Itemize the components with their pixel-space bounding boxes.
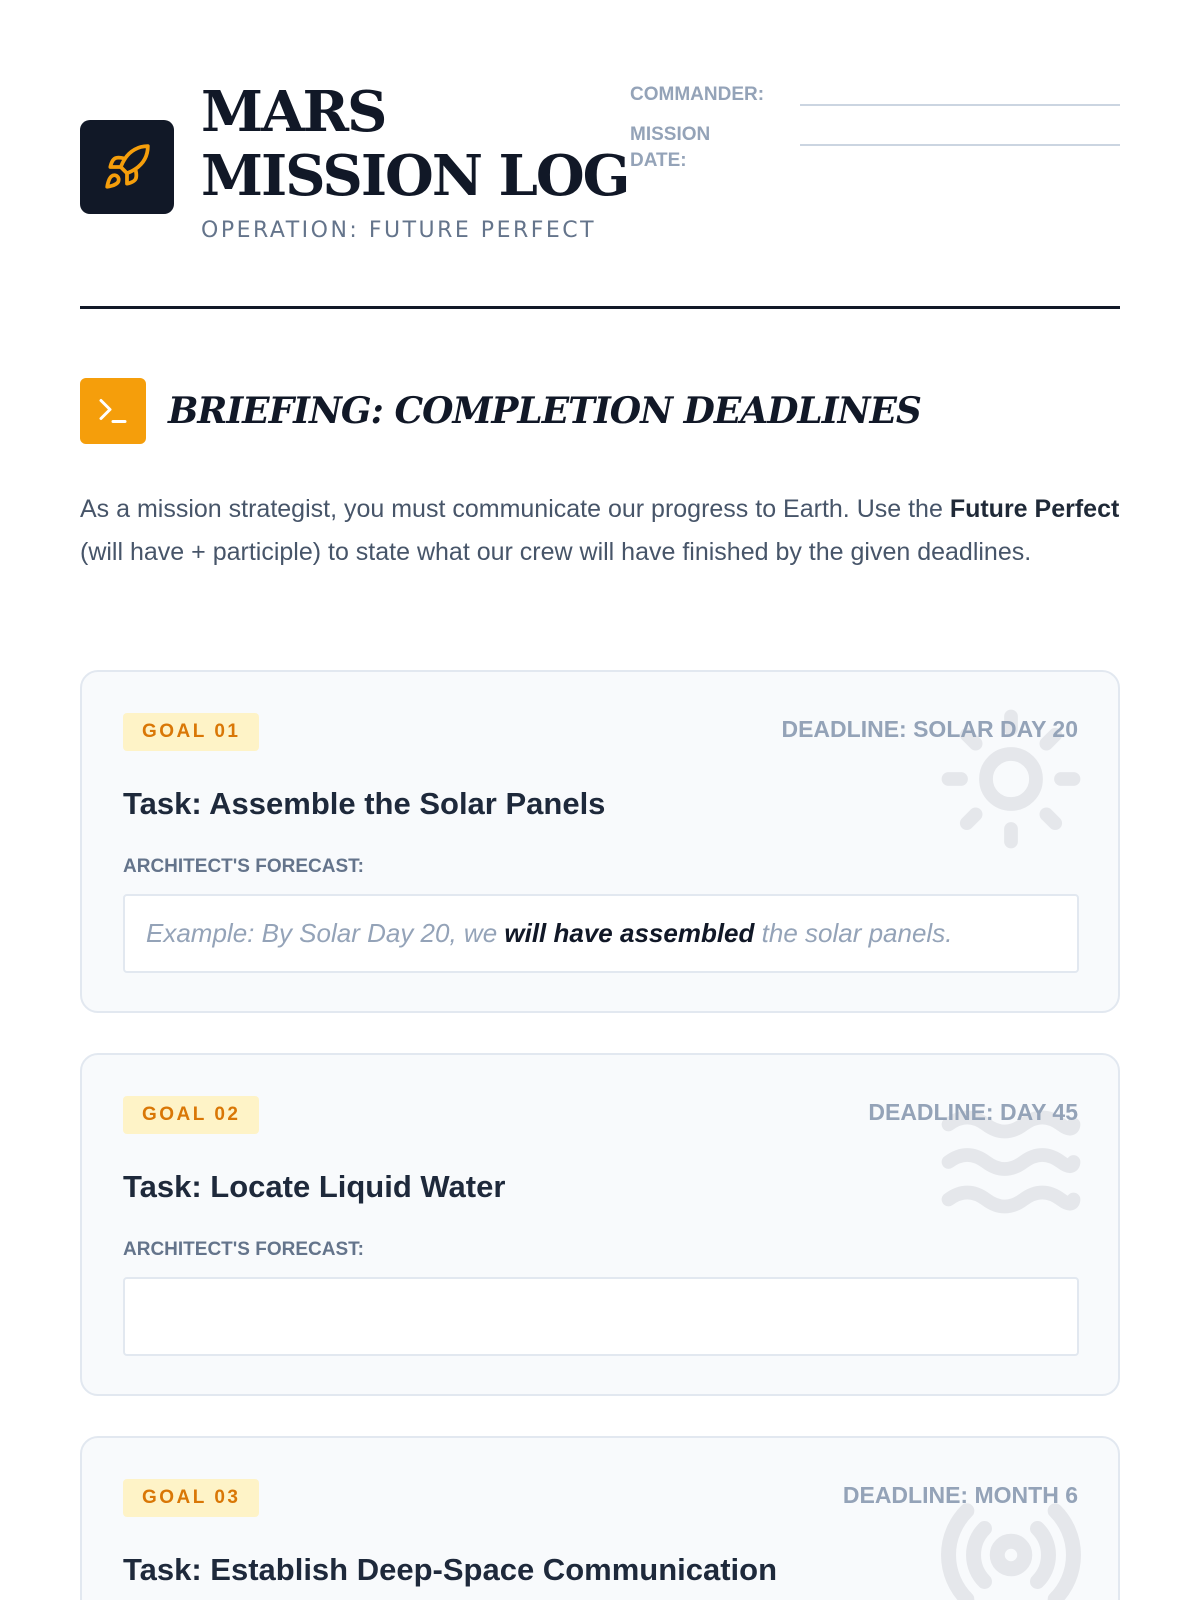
- commander-field[interactable]: [800, 80, 1120, 106]
- forecast-answer-field[interactable]: [123, 1277, 1079, 1356]
- title-line-2: MISSION LOG: [201, 143, 629, 209]
- example-text-after: the solar panels.: [754, 918, 953, 948]
- mission-date-label-line-2: DATE:: [630, 150, 687, 171]
- example-text-emphasis: will have assembled: [504, 918, 755, 948]
- goal-tag: GOAL 03: [123, 1479, 259, 1517]
- mission-date-label-line-1: MISSION: [630, 124, 711, 145]
- logo-badge: [80, 120, 174, 214]
- briefing-title: BRIEFING: COMPLETION DEADLINES: [168, 390, 921, 432]
- briefing-text: [80, 488, 1120, 574]
- goal-task: Task: Locate Liquid Water: [123, 1169, 506, 1204]
- mission-meta: [630, 80, 1120, 188]
- forecast-answer-field[interactable]: [123, 894, 1079, 973]
- worksheet-page: [80, 0, 1120, 1587]
- header-divider: [80, 306, 1120, 309]
- goal-deadline: DEADLINE: DAY 45: [868, 1099, 1078, 1125]
- goal-deadline: DEADLINE: SOLAR DAY 20: [781, 716, 1078, 742]
- goal-deadline: DEADLINE: MONTH 6: [842, 1482, 1078, 1508]
- page-subtitle: OPERATION: FUTURE PERFECT: [201, 218, 597, 243]
- commander-row: [630, 80, 1120, 108]
- mission-date-field[interactable]: [800, 122, 1120, 146]
- header: [80, 0, 1120, 308]
- goal-card: [80, 670, 1120, 1013]
- briefing-text-part-1: As a mission strategist, you must communicate our progress to Earth. Use the: [80, 495, 950, 523]
- goal-tag: GOAL 02: [123, 1096, 259, 1134]
- forecast-label: ARCHITECT'S FORECAST:: [123, 1239, 364, 1260]
- briefing-section: [80, 378, 1120, 574]
- example-text-before: Example: By Solar Day 20, we: [146, 918, 505, 948]
- example-text: [146, 918, 952, 949]
- forecast-label: ARCHITECT'S FORECAST:: [123, 856, 364, 877]
- goal-tag: GOAL 01: [123, 713, 259, 751]
- briefing-header: [80, 378, 1120, 444]
- terminal-icon: [80, 378, 146, 444]
- goal-card: [80, 1053, 1120, 1396]
- rocket-icon: [102, 142, 152, 192]
- goal-card: [80, 1436, 1120, 1600]
- goal-task: Task: Establish Deep-Space Communication: [123, 1552, 778, 1587]
- mission-date-row: [630, 122, 1120, 174]
- mission-date-label: [630, 122, 800, 174]
- goal-task: Task: Assemble the Solar Panels: [123, 786, 606, 821]
- page-title: [201, 80, 628, 208]
- commander-label: COMMANDER:: [630, 84, 765, 105]
- title-line-1: MARS: [201, 79, 386, 145]
- briefing-text-emphasis: Future Perfect: [949, 495, 1120, 523]
- title-block: [201, 80, 628, 243]
- briefing-text-part-2: (will have + participle) to state what our crew will have finished by the given deadlines.: [80, 538, 1032, 566]
